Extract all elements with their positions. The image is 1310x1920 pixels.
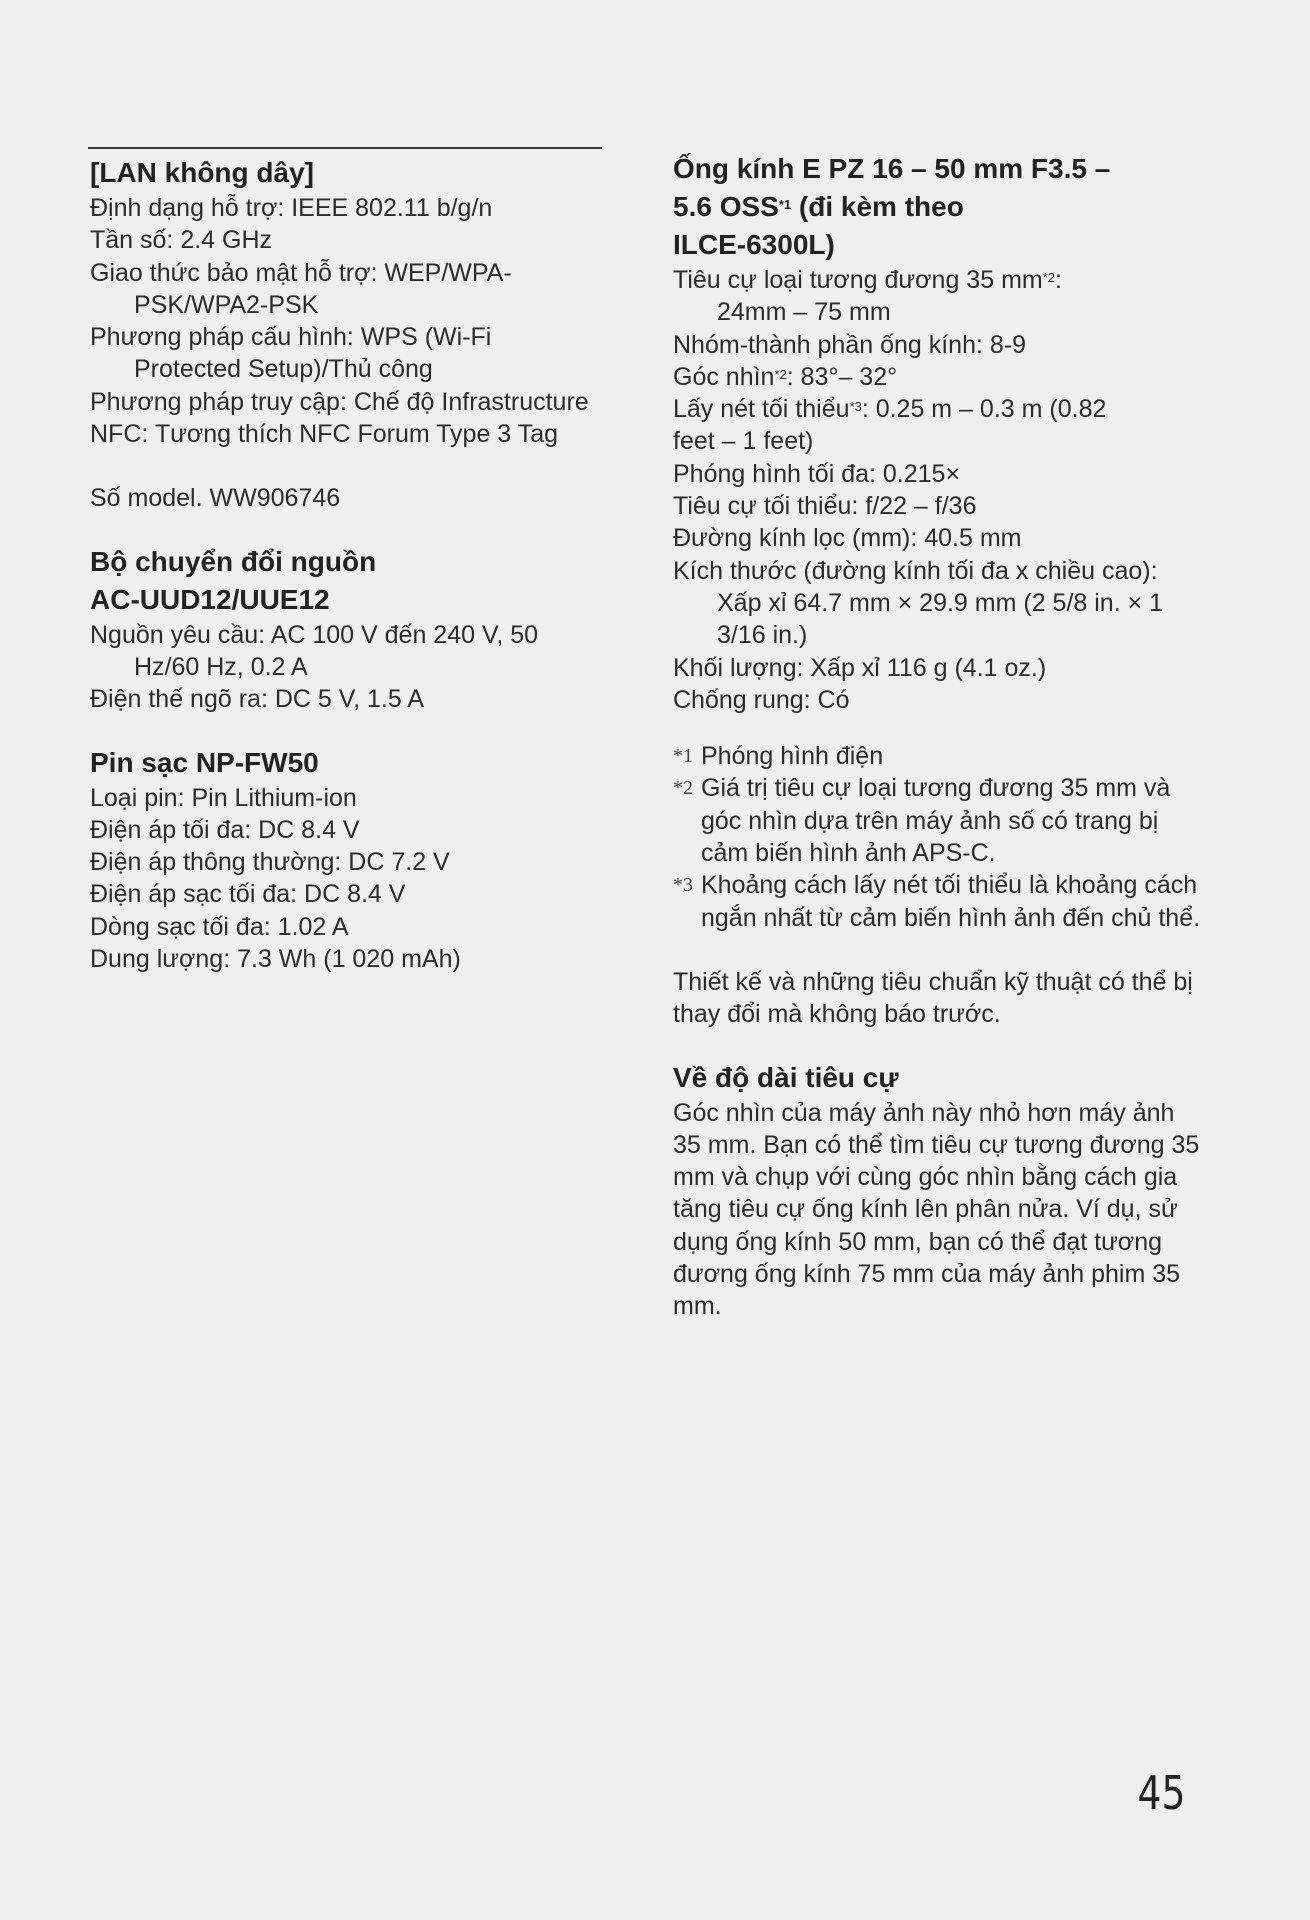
battery-spec-type: Loại pin: Pin Lithium-ion	[90, 783, 357, 812]
focal-length-title: Về độ dài tiêu cự	[673, 1061, 899, 1093]
focal-length-section	[673, 1059, 1208, 1323]
footnote-2: *2 Giá trị tiêu cự loại tương đương 35 mm và góc nhìn dựa trên máy ảnh số có trang bị cảm biến hình ảnh APS-C.	[673, 774, 1171, 868]
footnotes	[673, 740, 1208, 934]
adapter-title-line1: Bộ chuyển đổi nguồn	[90, 545, 377, 577]
wlan-spec-access: Phương pháp truy cập: Chế độ Infrastructure	[90, 387, 589, 416]
battery-spec-max-voltage: Điện áp tối đa: DC 8.4 V	[90, 815, 360, 844]
footnote-mark: *1	[673, 745, 693, 768]
lens-title-line1: Ống kính E PZ 16 – 50 mm F3.5 –	[673, 153, 1111, 184]
adapter-title-line2: AC-UUD12/UUE12	[90, 583, 330, 615]
spacer	[673, 934, 1208, 966]
battery-spec-capacity: Dung lượng: 7.3 Wh (1 020 mAh)	[90, 945, 461, 974]
battery-spec-charge-current: Dòng sạc tối đa: 1.02 A	[90, 912, 349, 941]
top-rule	[88, 147, 602, 149]
spacer	[673, 716, 1208, 740]
footnote-ref: *2	[1042, 270, 1056, 285]
wlan-section	[90, 154, 602, 515]
adapter-section	[90, 543, 602, 716]
footnote-ref: *2	[774, 366, 787, 382]
footnote-mark: *2	[673, 777, 693, 800]
battery-spec-nominal-voltage: Điện áp thông thường: DC 7.2 V	[90, 848, 450, 877]
lens-spec-min-aperture: Tiêu cự tối thiểu: f/22 – f/36	[673, 492, 977, 521]
footnote-ref: *1	[778, 197, 792, 212]
footnote-3: *3 Khoảng cách lấy nét tối thiểu là khoảng cách ngắn nhất từ cảm biến hình ảnh đến chủ thể.	[673, 871, 1201, 932]
wlan-model-number: Số model. WW906746	[90, 484, 341, 513]
lens-spec-focal-value: 24mm – 75 mm	[717, 298, 891, 327]
lens-spec-focal: Tiêu cự loại tương đương 35 $mm^{*2}$:	[673, 266, 1062, 294]
right-column	[673, 150, 1208, 1323]
lens-spec-magnification: Phóng hình tối đa: 0.215×	[673, 459, 961, 488]
lens-spec-mass: Khối lượng: Xấp xỉ 116 g (4.1 oz.)	[673, 653, 1047, 682]
lens-title-line3: ILCE-6300L)	[673, 229, 835, 260]
wlan-spec-nfc: NFC: Tương thích NFC Forum Type 3 Tag	[90, 420, 559, 449]
specification-notice: Thiết kế và những tiêu chuẩn kỹ thuật có thể bị thay đổi mà không báo trước.	[673, 967, 1193, 1029]
battery-spec-charge-voltage: Điện áp sạc tối đa: DC 8.4 V	[90, 880, 406, 909]
adapter-spec-output: Điện thế ngõ ra: DC 5 V, 1.5 A	[90, 685, 425, 714]
adapter-spec-input: Nguồn yêu cầu: AC 100 V đến 240 V, 50 Hz/60 Hz, 0.2 A	[90, 620, 539, 681]
lens-spec-dimensions-value: Xấp xỉ 64.7 mm × 29.9 mm (2 5/8 in. × 1 3/16 in.)	[717, 588, 1164, 650]
page-number: 45	[1137, 1766, 1186, 1820]
wlan-spec-config: Phương pháp cấu hình: WPS (Wi-Fi Protected Setup)/Thủ công	[90, 323, 492, 384]
wlan-spec-standard: Định dạng hỗ trợ: IEEE 802.11 b/g/n	[90, 194, 493, 222]
left-column	[90, 150, 602, 975]
lens-title-line2: 5.6 OSS$^{*1}$ (đi kèm theo	[673, 191, 964, 222]
wlan-title: [LAN không dây]	[90, 157, 314, 188]
lens-spec-angle: Góc nhìn$^{*2}$: 83°– 32°	[673, 362, 898, 391]
wlan-spec-security: Giao thức bảo mật hỗ trợ: WEP/WPA-PSK/WPA2-PSK	[90, 258, 512, 319]
wlan-spec-frequency: Tần số: 2.4 GHz	[90, 226, 273, 255]
lens-spec-groups: Nhóm-thành phần ống kính: 8-9	[673, 330, 1027, 359]
spacer	[90, 450, 602, 482]
focal-length-body: Góc nhìn của máy ảnh này nhỏ hơn máy ảnh 35 mm. Bạn có thể tìm tiêu cự tương đương 35 mm và chụp với cùng góc nhìn bằng cách gia tăng tiêu cự ống kính lên phân nửa. Ví dụ, sử dụng ống kính 50 mm, bạn có thể đạt tương đương ống kính 75 mm của máy ảnh phim 35 mm.	[673, 1098, 1200, 1321]
footnote-ref: *3	[849, 399, 862, 415]
lens-spec-stabilizer: Chống rung: Có	[673, 685, 850, 714]
lens-spec-dimensions-label: Kích thước (đường kính tối đa x chiều cao):	[673, 556, 1158, 585]
footnote-mark: *3	[673, 874, 693, 897]
battery-title: Pin sạc NP-FW50	[90, 746, 319, 778]
lens-spec-filter: Đường kính lọc (mm): 40.5 mm	[673, 524, 1022, 553]
lens-section	[673, 150, 1208, 716]
lens-spec-min-focus: Lấy nét tối thiểu$^{*3}$: 0.25 m – 0.3 m (0.82	[673, 395, 1107, 424]
battery-section	[90, 744, 602, 976]
lens-spec-min-focus-cont: feet – 1 feet)	[673, 427, 814, 456]
footnote-1: *1 Phóng hình điện	[673, 740, 1208, 772]
